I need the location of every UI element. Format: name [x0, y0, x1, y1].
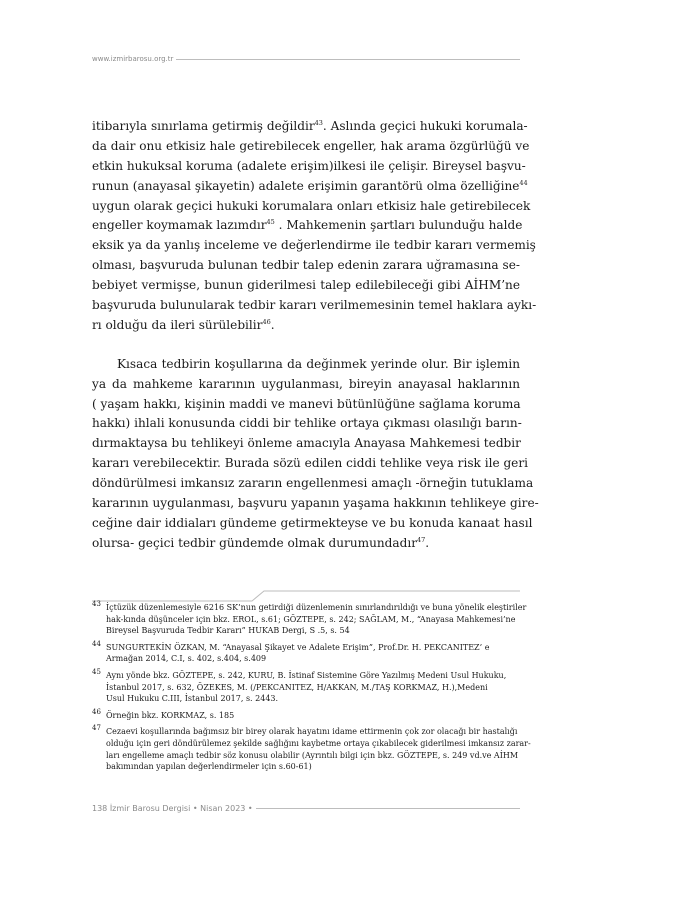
text-line: olması, başvuruda bulunan tedbir talep edenin zarara uğramasına se- [92, 258, 520, 273]
footnote-separator [92, 590, 520, 602]
footnote-47 [92, 724, 531, 772]
footnote-43 [92, 600, 527, 637]
footnote-line: bakımından yapılan değerlendirmeler için s.60-61) [106, 762, 312, 772]
footnote-line: İçtüzük düzenlemesiyle 6216 SK’nun getirdiği düzenlemenin sınırlandırıldığı ve buna yönelik eleştiriler [106, 603, 527, 612]
text-line: etkin hukuksal koruma (adalete erişim)ilkesi ile çelişir. Bireysel başvu- [92, 158, 526, 173]
footnote-line: Örneğin bkz. KORKMAZ, s. 185 [106, 710, 235, 720]
header-rule [176, 59, 520, 60]
text-line: dırmaktaysa bu tehlikeyi önleme amacıyla Anayasa Mahkemesi tedbir [92, 436, 521, 451]
text-line: ya da mahkeme kararının uygulanması, bireyin anayasal haklarının [92, 376, 520, 391]
text-line: eksik ya da yanlış inceleme ve değerlendirme ile tedbir kararı vermemiş [92, 238, 536, 253]
footnote-45 [92, 667, 520, 705]
text-line: hakkı) ihlali konusunda ciddi bir tehlike ortaya çıkması olasılığı barın- [92, 416, 522, 431]
footer-text: 138 İzmir Barosu Dergisi • Nisan 2023 • [92, 803, 253, 813]
footnote-number: 44 [92, 639, 101, 648]
footnotes [92, 600, 531, 778]
footnote-line: olduğu için geri döndürülemez şekilde sağlığını kaybetme ortaya çıkabilecek giderilmesi imkansız zarar- [106, 738, 531, 748]
footnote-ref[interactable]: 43 [314, 119, 323, 127]
footnote-number: 45 [92, 667, 101, 676]
main-text [92, 117, 539, 554]
paragraph-1 [92, 117, 537, 336]
footnote-ref[interactable]: 44 [519, 178, 528, 187]
page-header [92, 52, 520, 66]
footnote-ref[interactable]: 45 [266, 218, 275, 227]
text-line: ( yaşam hakkı, kişinin maddi ve manevi bütünlüğüne sağlama koruma [92, 396, 521, 411]
text-line: uygun olarak geçici hukuki korumalara onları etkisiz hale getirebilecek [92, 198, 531, 213]
text-line: ceğine dair iddiaları gündeme getirmekteyse ve bu konuda kanaat hasıl [92, 515, 533, 530]
footnote-line: Armağan 2014, C.I, s. 402, s.404, s.409 [106, 654, 267, 664]
footnote-ref[interactable]: 47 [417, 535, 426, 544]
footnote-44 [92, 639, 520, 665]
page-footer [92, 801, 520, 815]
footnote-46 [92, 707, 520, 722]
text-line: döndürülmesi imkansız zararın engellenmesi amaçlı -örneğin tutuklama [92, 476, 534, 491]
text-line: olursa- geçici tedbir gündemde olmak durumundadır$^{47}$. [92, 535, 430, 550]
footer-rule [256, 808, 520, 809]
footnote-number: 46 [92, 707, 101, 716]
paragraph-gap [92, 336, 520, 355]
text-line: runun (anayasal şikayetin) adalete erişimin garantörü olma özelliğine$^{44}$ [92, 178, 528, 193]
footnote-separator-line [92, 590, 520, 602]
text-line: engeller koymamak lazımdır$^{45}$ . Mahkemenin şartları bulunduğu halde [92, 218, 523, 233]
text-line: Kısaca tedbirin koşullarına da değinmek yerinde olur. Bir işlemin [117, 356, 520, 371]
footnote-line: Aynı yönde bkz. GÖZTEPE, s. 242, KURU, B. İstinaf Sistemine Göre Yazılmış Medeni Usul Hukuku, [106, 670, 507, 680]
text-line: rı olduğu da ileri sürülebilir$^{46}$. [92, 317, 275, 332]
footnote-line: Bireysel Başvuruda Tedbir Kararı” HUKAB Dergi, S .5, s. 54 [106, 626, 350, 636]
text-line: itibarıyla sınırlama getirmiş değildir$^{43}$. Aslında geçici hukuki korumala- [92, 119, 528, 133]
footnote-line: İstanbul 2017, s. 632, ÖZEKES, M. (/PEKCANITEZ, H/AKKAN, M./TAŞ KORKMAZ, H.),Medeni [106, 682, 488, 692]
text-line: da dair onu etkisiz hale getirebilecek engeller, hak arama özgürlüğü ve [92, 138, 530, 153]
paragraph-2 [92, 355, 539, 554]
footnote-line: SUNGURTEKİN ÖZKAN, M. “Anayasal Şikayet ve Adalete Erişim”, Prof.Dr. H. PEKCANITEZ’ e [106, 642, 490, 652]
text-line: başvuruda bulunularak tedbir kararı verilmemesinin temel haklara aykı- [92, 298, 537, 313]
text-line: kararının uygulanması, başvuru yapanın yaşama hakkının tehlikeye gire- [92, 496, 539, 511]
footnote-line: hak-kında düşünceler için bkz. EROL, s.61; GÖZTEPE, s. 242; SAĞLAM, M., “Anayasa Mahkemesi’ne [106, 614, 516, 624]
footnote-ref[interactable]: 46 [262, 317, 271, 326]
header-url: www.izmirbarosu.org.tr [92, 55, 174, 63]
footnote-number: 47 [92, 724, 101, 733]
text-line: kararı verebilecektir. Burada sözü edilen ciddi tehlike veya risk ile geri [92, 456, 528, 471]
text-line: bebiyet vermişse, bunun giderilmesi talep edilebileceği gibi AİHM’ne [92, 278, 520, 293]
footnote-line: Cezaevi koşullarında bağımsız bir birey olarak hayatını idame ettirmenin çok zor olacağı bir hastalığı [106, 727, 518, 737]
footnote-number: 43 [92, 600, 101, 608]
footnote-line: ları engelleme amaçlı tedbir söz konusu olabilir (Ayrıntılı bilgi için bkz. GÖZTEPE, s. 249 vd.ve AİHM [106, 750, 519, 760]
footnote-line: Usul Hukuku C.III, İstanbul 2017, s. 2443. [106, 694, 279, 704]
